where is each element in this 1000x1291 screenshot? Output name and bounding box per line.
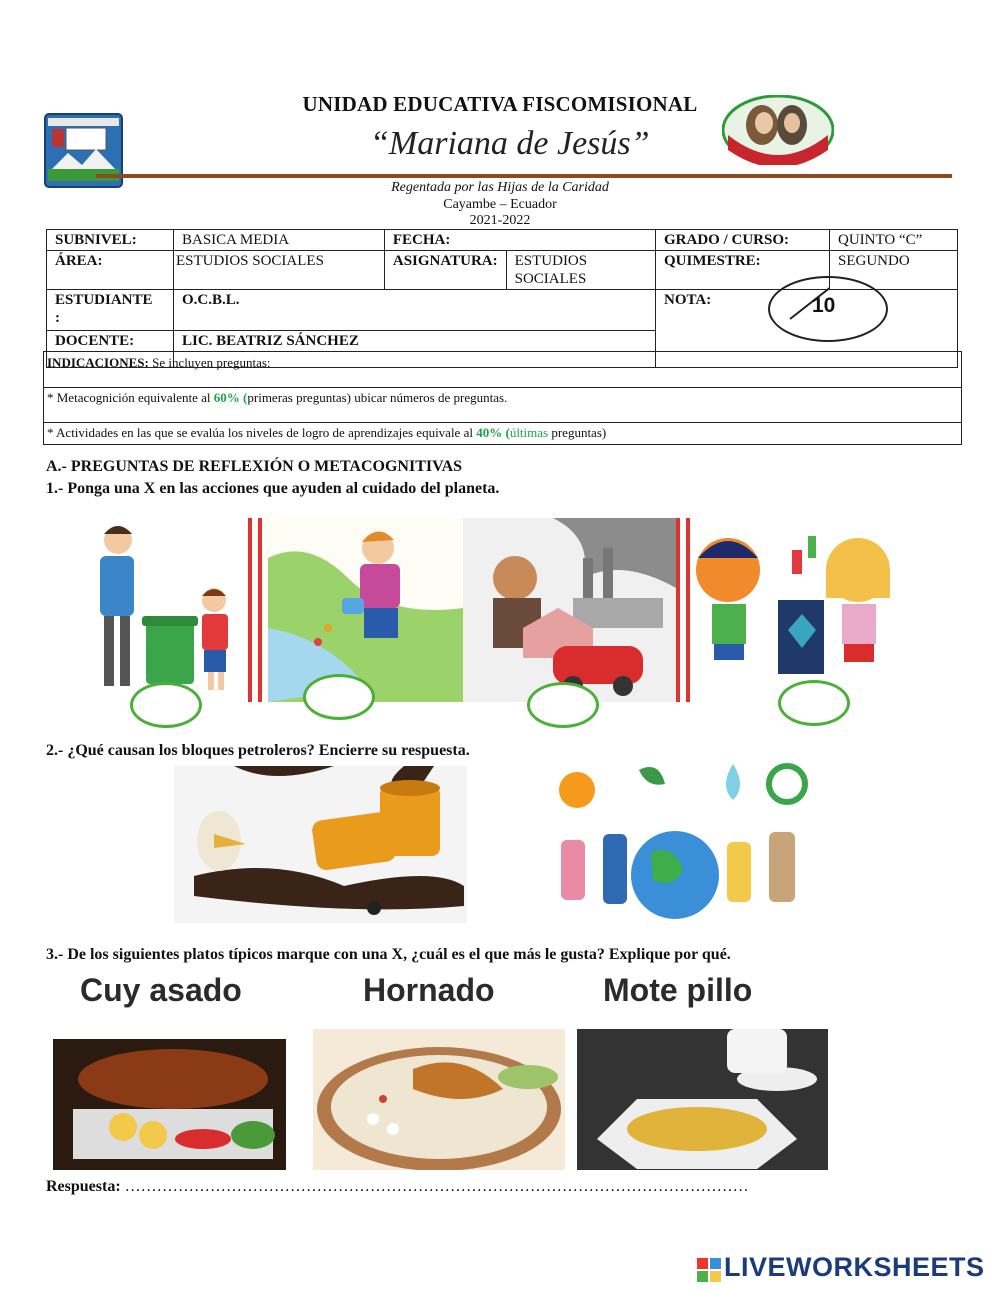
grado-value: QUINTO “C”: [830, 230, 958, 251]
docente-value: LIC. BEATRIZ SÁNCHEZ: [174, 331, 656, 368]
cuy-asado-image[interactable]: [53, 1039, 286, 1170]
indications-line-1: * Metacognición equivalente al 60% (primeras preguntas) ubicar números de preguntas.: [44, 388, 961, 423]
docente-label: DOCENTE:: [47, 331, 174, 368]
school-year: 2021-2022: [469, 213, 531, 228]
respuesta-label: Respuesta:: [46, 1178, 121, 1195]
liveworksheets-brand: LIVEWORKSHEETS: [724, 1252, 985, 1282]
school-title: UNIDAD EDUCATIVA FISCOMISIONAL: [302, 92, 698, 116]
area-value: ESTUDIOS SOCIALES: [174, 251, 385, 290]
oil-spill-image[interactable]: [174, 766, 467, 923]
dish-label-cuy: Cuy asado: [80, 972, 242, 1008]
answer-oval-1[interactable]: [130, 682, 202, 728]
answer-line[interactable]: [46, 1178, 749, 1196]
asignatura-label: ASIGNATURA:: [384, 251, 506, 290]
liveworksheets-logo-icon: [697, 1258, 721, 1282]
patron-saints-image: [722, 95, 834, 165]
water-pollution-panel: [248, 518, 463, 702]
regentada-text: Regentada por las Hijas de la Caridad: [391, 180, 609, 195]
answer-oval-4[interactable]: [778, 680, 850, 726]
section-a-title: A.- PREGUNTAS DE REFLEXIÓN O METACOGNITIVAS: [46, 458, 463, 475]
subnivel-label: SUBNIVEL:: [47, 230, 174, 251]
indications-line-2: * Actividades en las que se evalúa los niveles de logro de aprendizajes equivale al 40% (últimas preguntas): [47, 425, 607, 440]
mote-pillo-image[interactable]: [577, 1029, 828, 1170]
answer-oval-2[interactable]: [303, 674, 375, 720]
question-1: 1.- Ponga una X en las acciones que ayuden al cuidado del planeta.: [46, 480, 500, 497]
estudiante-label: ESTUDIANTE :: [47, 290, 174, 331]
school-name: “Mariana de Jesús”: [370, 125, 650, 162]
asignatura-value: ESTUDIOS SOCIALES: [506, 251, 655, 290]
location-text: Cayambe – Ecuador: [443, 197, 557, 212]
respuesta-dots: ………………………………………………………………………………………………………: [124, 1178, 749, 1195]
planet-care-image[interactable]: [543, 760, 817, 925]
quimestre-label: QUIMESTRE:: [656, 251, 830, 290]
answer-oval-3[interactable]: [527, 682, 599, 728]
indications-header: INDICACIONES: Se incluyen preguntas:: [44, 352, 961, 388]
indications-box: [43, 351, 962, 445]
grado-label: GRADO / CURSO:: [656, 230, 830, 251]
question-3: 3.- De los siguientes platos típicos marque con una X, ¿cuál es el que más le gusta? Explique por qué.: [46, 946, 731, 963]
header-divider: [96, 174, 952, 178]
grade-value: 10: [812, 294, 836, 317]
subnivel-value: BASICA MEDIA: [174, 230, 385, 251]
nota-label: NOTA:: [664, 292, 712, 308]
recycling-bin-panel: [90, 518, 248, 702]
quimestre-value: SEGUNDO: [830, 251, 958, 290]
question-2: 2.- ¿Qué causan los bloques petroleros? Encierre su respuesta.: [46, 742, 470, 759]
dish-label-mote: Mote pillo: [603, 972, 753, 1008]
air-pollution-panel: [463, 518, 676, 702]
area-label: ÁREA:: [47, 251, 174, 290]
hornado-image[interactable]: [313, 1029, 565, 1170]
estudiante-value: O.C.B.L.: [174, 290, 656, 331]
dish-label-hornado: Hornado: [363, 972, 495, 1008]
fecha-label: FECHA:: [384, 230, 655, 251]
kids-recycling-panel: [676, 518, 906, 702]
